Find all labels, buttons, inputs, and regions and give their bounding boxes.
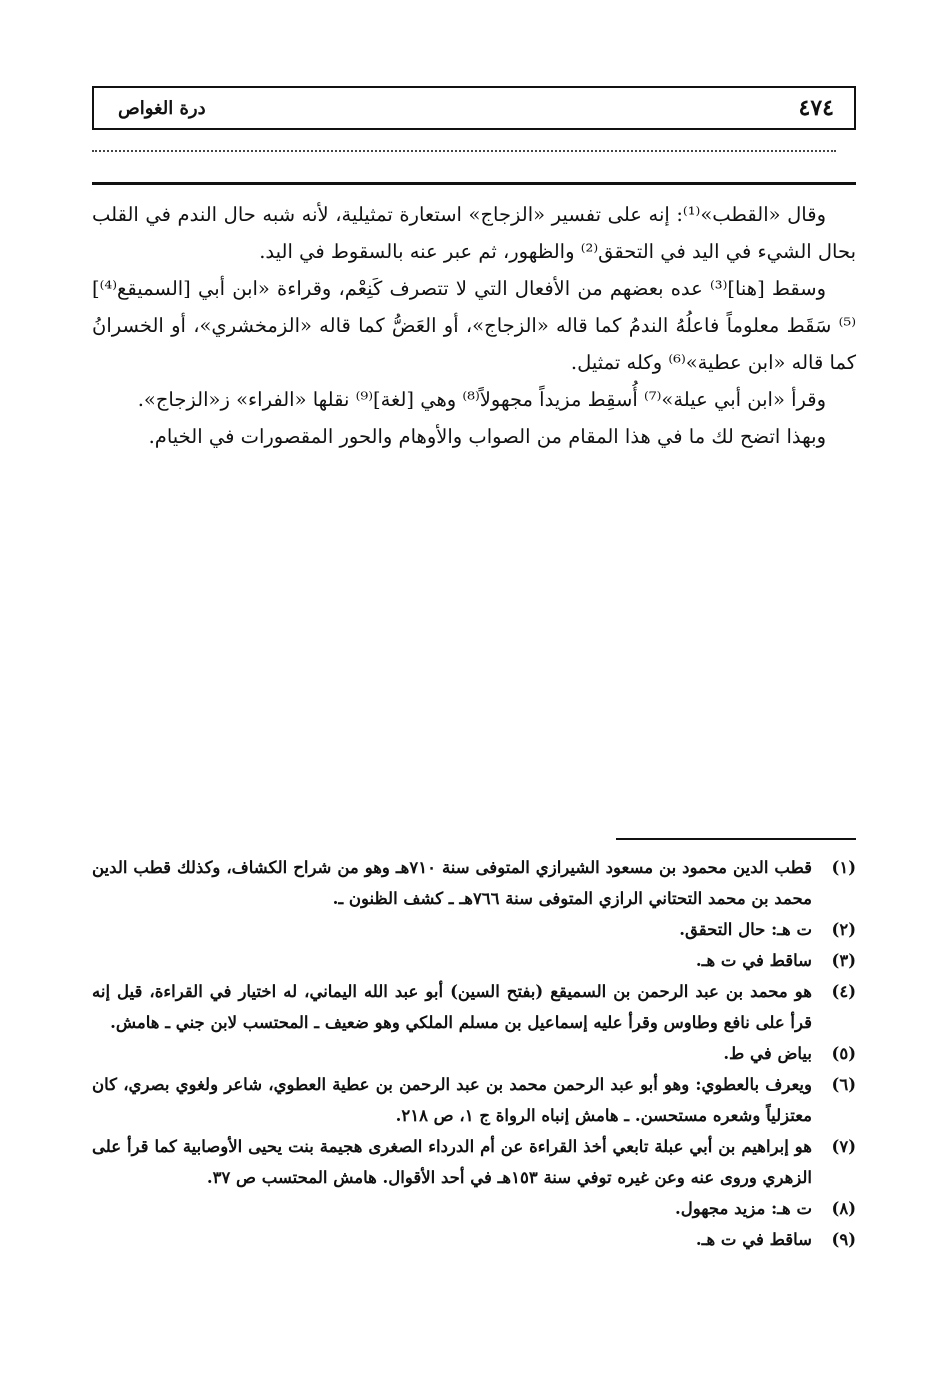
page-header (92, 86, 856, 130)
footnote (92, 1069, 856, 1131)
paragraph: وبهذا اتضح لك ما في هذا المقام من الصواب والأوهام والحور المقصورات في الخيام. (148, 425, 826, 448)
footnotes (92, 852, 856, 1255)
footnote-number: (٦) (831, 1075, 856, 1094)
footnote-number: (٧) (831, 1137, 856, 1156)
footnote-number: (٥) (831, 1044, 856, 1063)
footnote-number: (٨) (831, 1199, 856, 1218)
footnote-text: ت هـ: حال التحقق. (679, 920, 812, 939)
footnote-number: (٢) (831, 920, 856, 939)
footnote (92, 1224, 856, 1255)
paragraph: وسقط [هنا]⁽³⁾ عده بعضهم من الأفعال التي لا تتصرف كَنِعْم، وقراءة «ابن أبي [السميقع⁽⁴⁾]⁽⁵⁾ سَقَط معلوماً فاعلُهُ الندمُ كما قاله «الزجاج»، أو العَضُّ كما قاله «الزمخشري»، أو الخسرانُ كما قاله «ابن عطية»⁽⁶⁾ وكله تمثيل. (92, 277, 856, 374)
footnote-number: (١) (831, 858, 856, 877)
main-text (92, 196, 856, 455)
footnote-text: ويعرف بالعطوي: وهو أبو عبد الرحمن محمد بن عبد الرحمن بن عطية العطوي، شاعر ولغوي بصري، كان معتزلياً وشعره مستحسن. ـ هامش إنباه الرواة ج ١، ص ٢١٨. (92, 1075, 812, 1125)
footnote (92, 1193, 856, 1224)
footnote (92, 914, 856, 945)
running-title: درة الغواص (118, 97, 206, 119)
book-page (92, 86, 856, 1376)
header-rule (92, 182, 856, 185)
paragraph: وقرأ «ابن أبي عيلة»⁽⁷⁾ أُسقِط مزيداً مجهولاً⁽⁸⁾ وهي [لغة]⁽⁹⁾ نقلها «الفراء» ز«الزجاج». (137, 388, 826, 411)
footnote-text: هو إبراهيم بن أبي عبلة تابعي أخذ القراءة عن أم الدرداء الصغرى هجيمة بنت يحيى الأوصابية كما قرأ على الزهري وروى عنه وعن غيره توفي سنة ١٥٣هـ في أحد الأقوال. هامش المحتسب ص ٣٧. (92, 1137, 812, 1187)
footnote (92, 1131, 856, 1193)
footnote-number: (٩) (831, 1230, 856, 1249)
footnote-text: ساقط في ت هـ. (695, 951, 812, 970)
page-number: ٤٧٤ (798, 95, 834, 121)
footnote (92, 976, 856, 1038)
footnote-text: ساقط في ت هـ. (695, 1230, 812, 1249)
footnote-text: قطب الدين محمود بن مسعود الشيرازي المتوفى سنة ٧١٠هـ وهو من شراح الكشاف، وكذلك قطب الدين محمد بن محمد التحتاني الرازي المتوفى سنة ٧٦٦هـ ـ كشف الظنون ـ. (92, 858, 812, 908)
footnote-number: (٣) (831, 951, 856, 970)
footnote-separator (616, 838, 856, 840)
footnote-text: ت هـ: مزيد مجهول. (675, 1199, 812, 1218)
footnote (92, 945, 856, 976)
footnote-text: هو محمد بن عبد الرحمن بن السميقع (بفتح السين) أبو عبد الله اليماني، له اختيار في القراءة، قيل إنه قرأ على نافع وطاوس وقرأ عليه إسماعيل بن مسلم الملكي وهو ضعيف ـ المحتسب لابن جني ـ هامش. (92, 982, 812, 1032)
paragraph: وقال «القطب»⁽¹⁾: إنه على تفسير «الزجاج» استعارة تمثيلية، لأنه شبه حال الندم في القلب بحال الشيء في اليد في التحقق⁽²⁾ والظهور، ثم عبر عنه بالسقوط في اليد. (92, 203, 856, 263)
footnote (92, 1038, 856, 1069)
footnote-text: بياض في ط. (723, 1044, 812, 1063)
footnote-number: (٤) (831, 982, 856, 1001)
footnote (92, 852, 856, 914)
dotted-divider (92, 150, 836, 152)
